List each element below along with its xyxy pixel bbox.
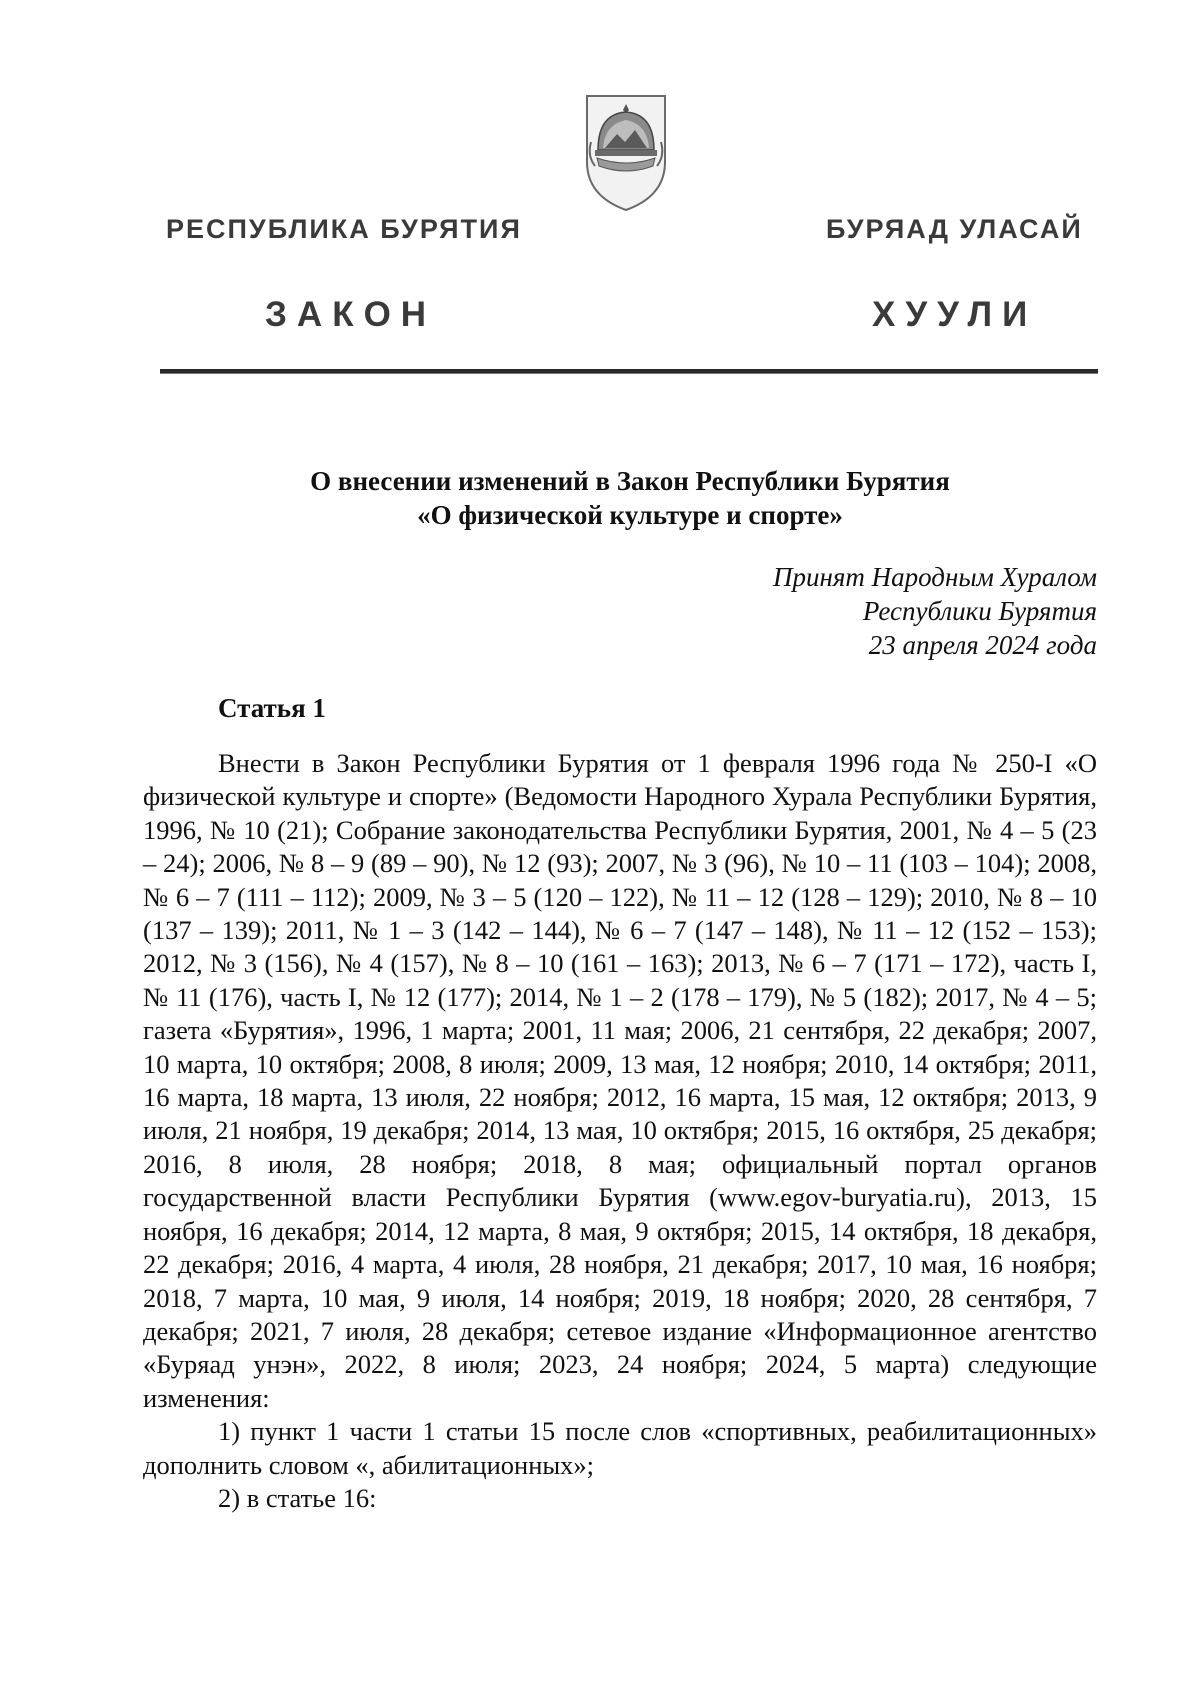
document-title: [160, 464, 1100, 532]
adoption-note-line-3: 23 апреля 2024 года: [868, 630, 1097, 660]
document-type-russian: ЗАКОН: [265, 295, 437, 334]
document-type-buryat: ХУУЛИ: [872, 295, 1038, 334]
article-paragraph: 2) в статье 16:: [218, 1482, 377, 1513]
article-body: [143, 747, 1097, 1515]
republic-name-russian: РЕСПУБЛИКА БУРЯТИЯ: [166, 214, 522, 244]
republic-name-buryat: БУРЯАД УЛАСАЙ: [826, 214, 1083, 244]
adoption-note-line-2: Республики Бурятия: [862, 596, 1097, 626]
document-title-line-2: «О физической культуре и спорте»: [417, 500, 843, 530]
coat-of-arms-emblem: [583, 92, 669, 212]
adoption-note: [773, 560, 1097, 662]
adoption-note-line-1: Принят Народным Хуралом: [772, 562, 1097, 592]
document-title-line-1: О внесении изменений в Закон Республики Бурятия: [310, 466, 950, 496]
header-divider: [160, 369, 1098, 374]
article-heading: Статья 1: [218, 693, 326, 723]
article-paragraph: Внести в Закон Республики Бурятия от 1 февраля 1996 года № 250-I «О физической культуре и спорте» (Ведомости Народного Хурала Республики Бурятия, 1996, № 10 (21); Собрание законодательства Республики Бурятия, 2001, № 4 – 5 (23 – 24); 2006, № 8 – 9 (89 – 90), № 12 (93); 2007, № 3 (96), № 10 – 11 (103 – 104); 2008, № 6 – 7 (111 – 112); 2009, № 3 – 5 (120 – 122), № 11 – 12 (128 – 129); 2010, № 8 – 10 (137 – 139); 2011, № 1 – 3 (142 – 144), № 6 – 7 (147 – 148), № 11 – 12 (152 – 153); 2012, № 3 (156), № 4 (157), № 8 – 10 (161 – 163); 2013, № 6 – 7 (171 – 172), часть I, № 11 (176), часть I, № 12 (177); 2014, № 1 – 2 (178 – 179), № 5 (182); 2017, № 4 – 5; газета «Бурятия», 1996, 1 марта; 2001, 11 мая; 2006, 21 сентября, 22 декабря; 2007, 10 марта, 10 октября; 2008, 8 июля; 2009, 13 мая, 12 ноября; 2010, 14 октября; 2011, 16 марта, 18 марта, 13 июля, 22 ноября; 2012, 16 марта, 15 мая, 12 октября; 2013, 9 июля, 21 ноября, 19 декабря; 2014, 13 мая, 10 октября; 2015, 16 октября, 25 декабря; 2016, 8 июля, 28 ноября; 2018, 8 мая; официальный портал органов государственной власти Республики Бурятия (www.egov-buryatia.ru), 2013, 15 ноября, 16 декабря; 2014, 12 марта, 8 мая, 9 октября; 2015, 14 октября, 18 декабря, 22 декабря; 2016, 4 марта, 4 июля, 28 ноября, 21 декабря; 2017, 10 мая, 16 ноября; 2018, 7 марта, 10 мая, 9 июля, 14 ноября; 2019, 18 ноября; 2020, 28 сентября, 7 декабря; 2021, 7 июля, 28 декабря; сетевое издание «Информационное агентство «Буряад унэн», 2022, 8 июля; 2023, 24 ноября; 2024, 5 марта) следующие изменения:: [143, 748, 1097, 1413]
article-paragraph: 1) пункт 1 части 1 статьи 15 после слов «спортивных, реабилитационных» дополнить словом «, абилитационных»;: [143, 1416, 1097, 1480]
